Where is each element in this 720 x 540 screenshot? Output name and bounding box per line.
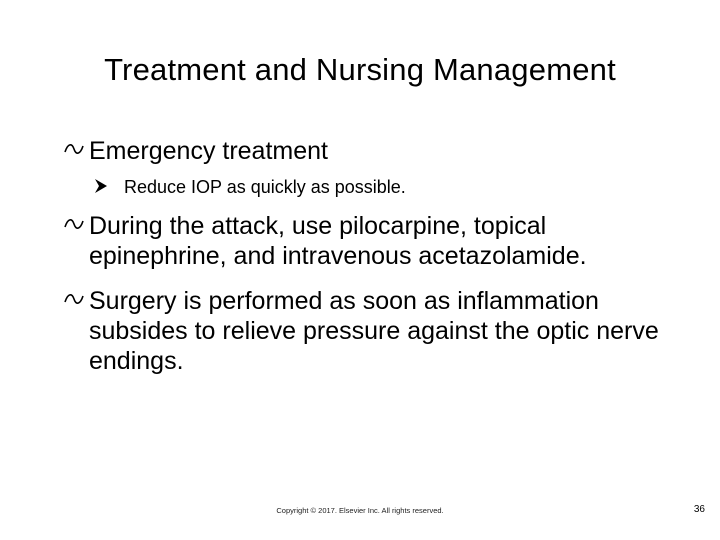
bullet-text: During the attack, use pilocarpine, topical epinephrine, and intravenous acetazolamide. [89, 212, 587, 270]
wavy-bullet-icon [63, 288, 85, 310]
slide-title: Treatment and Nursing Management [104, 52, 616, 87]
sub-bullet-text: Reduce IOP as quickly as possible. [124, 177, 406, 197]
bullet-text: Emergency treatment [89, 137, 328, 165]
bullet-text: Surgery is performed as soon as inflammation subsides to relieve pressure against the optic nerve endings. [89, 287, 659, 375]
wavy-bullet-icon [63, 213, 85, 235]
wavy-bullet-icon [63, 138, 85, 160]
copyright-footer: Copyright © 2017. Elsevier Inc. All rights reserved. [276, 506, 444, 515]
page-number: 36 [693, 504, 705, 515]
arrow-bullet-icon [94, 178, 108, 194]
